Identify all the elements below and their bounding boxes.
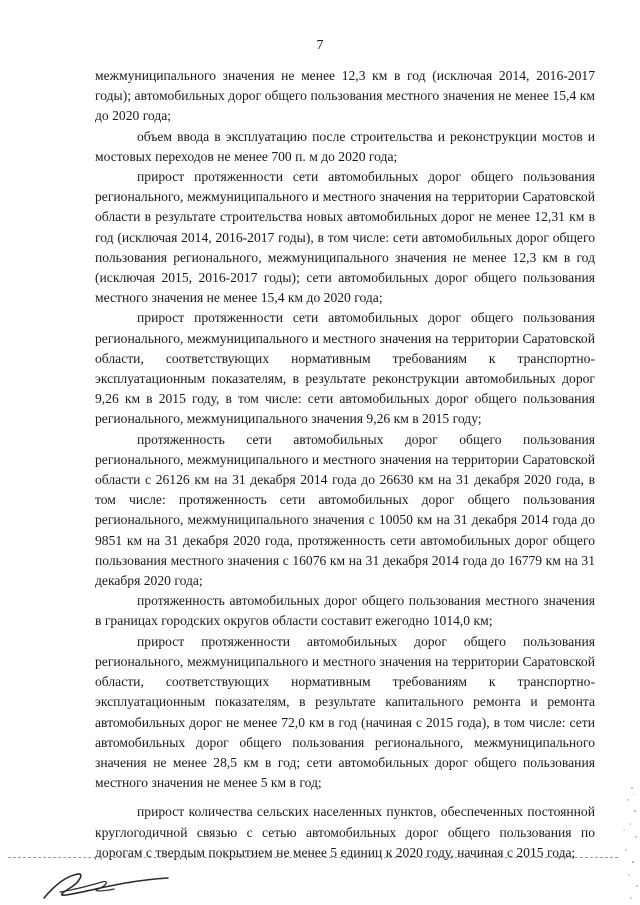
- paragraph-7: прирост протяженности автомобильных дорог общего пользования регионального, межмуниципального и местного значения на территории Саратовской области, соответствующих нормативным требованиям к транспортно-эксплуатационным показателям, в результате капитального ремонта и ремонта автомобильных дорог не менее 72,0 км в год (начиная с 2015 года), в том числе: сети автомобильных дорог общего пользования регионального, межмуниципального значения не менее 28,5 км в год; сети автомобильных дорог общего пользования местного значения не менее 5 км в год;: [95, 633, 595, 791]
- paragraph-2: объем ввода в эксплуатацию после строительства и реконструкции мостов и мостовых переходов не менее 700 п. м до 2020 года;: [95, 128, 595, 164]
- page-number: 7: [316, 38, 324, 53]
- paragraph-8: прирост количества сельских населенных пунктов, обеспеченных постоянной круглогодичной связью с сетью автомобильных дорог общего пользования по дорогам с твердым покрытием не менее 5 единиц к 2020 году, начиная с 2015 года;: [95, 804, 595, 860]
- scan-edge-artifact: [612, 780, 640, 905]
- document-body: [95, 66, 595, 863]
- paragraph-1: межмуниципального значения не менее 12,3 км в год (исключая 2014, 2016-2017 годы); автомобильных дорог общего пользования местного значения не менее 15,4 км до 2020 года;: [95, 68, 595, 124]
- paragraph-3: прирост протяженности сети автомобильных дорог общего пользования регионального, межмуниципального и местного значения на территории Саратовской области в результате строительства новых автомобильных дорог не менее 12,31 км в год (исключая 2014, 2016-2017 годы), в том числе: сети автомобильных дорог общего пользования регионального, межмуниципального значения не менее 12,3 км в год (исключая 2015, 2016-2017 годы); сети автомобильных дорог общего пользования местного значения не менее 15,4 км до 2020 года;: [95, 169, 595, 306]
- scan-divider-line: [8, 857, 618, 858]
- paragraph-5: протяженность сети автомобильных дорог общего пользования регионального, межмуниципального и местного значения на территории Саратовской области с 26126 км на 31 декабря 2014 года до 26630 км на 31 декабря 2020 года, в том числе: протяженность сети автомобильных дорог общего пользования регионального, межмуниципального значения с 10050 км на 31 декабря 2014 года до 9851 км на 31 декабря 2020 года, протяженность сети автомобильных дорог общего пользования местного значения с 16076 км на 31 декабря 2014 года до 16779 км на 31 декабря 2020 года;: [95, 431, 595, 589]
- paragraph-4: прирост протяженности сети автомобильных дорог общего пользования регионального, межмуниципального и местного значения на территории Саратовской области, соответствующих нормативным требованиям к транспортно-эксплуатационным показателям, в результате реконструкции автомобильных дорог 9,26 км в 2015 году, в том числе: сети автомобильных дорог общего пользования регионального, межмуниципального значения 9,26 км в 2015 году;: [95, 310, 595, 427]
- handwritten-signature: [40, 868, 190, 904]
- paragraph-6: протяженность автомобильных дорог общего пользования местного значения в границах городских округов области составит ежегодно 1014,0 км;: [95, 593, 595, 629]
